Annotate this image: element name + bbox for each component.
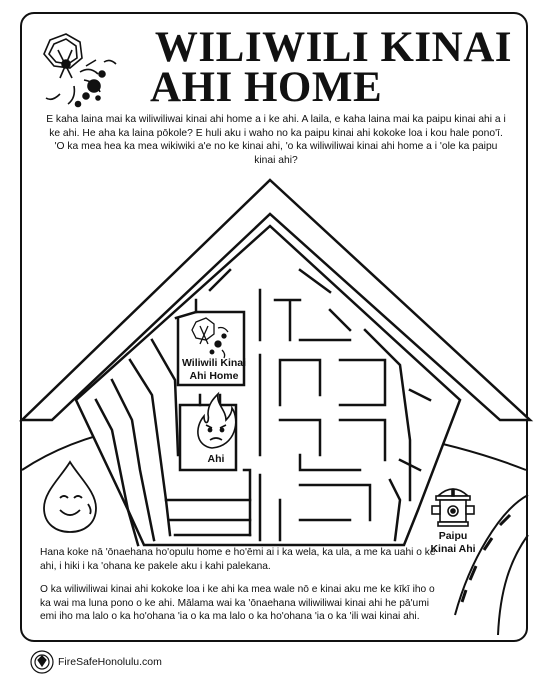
- hydrant-label-line1: Paipu: [438, 530, 468, 542]
- extinguisher-label-line2: Ahi Home: [189, 370, 239, 382]
- water-drop-character-icon: [44, 462, 96, 532]
- page-title: [104, 24, 524, 111]
- extinguisher-label-line1: Wiliwili Kinai: [181, 357, 247, 369]
- hydrant-label-line2: Kinai Ahi: [430, 543, 476, 555]
- website-link[interactable]: FireSafeHonolulu.com: [58, 656, 162, 668]
- footer-paragraph-1: Hana koke nā 'ōnaehana ho'opulu home e ho'ēmi ai i ka wela, ka ula, a me ka uahi o ke ahi, i hiki i ka 'ohana ke pakele aku i kahi palekana.: [40, 547, 436, 572]
- page-title-line1: WILIWILI KINAI: [154, 24, 512, 71]
- extinguisher-label: [176, 357, 252, 383]
- fire-label: Ahi: [207, 453, 225, 465]
- footer-paragraph-2: O ka wiliwiliwai kinai ahi kokoke loa i ke ahi ka mea wale nō e kinai aku me ke kīkī iho o ka wai ma luna pono o ke ahi. Mālama wai ka 'ōnaehana wiliwiliwai kinai ahi he pā'umi emi iho ma lalo o ka ho'ohana 'ia o ka ma lalo o ka ho'ohana 'ia o ka 'ili wai kinai ahi.: [40, 584, 435, 622]
- fire-hydrant-icon: [432, 489, 474, 526]
- page-title-line2: AHI HOME: [150, 64, 383, 111]
- intro-text: E kaha laina mai ka wiliwiliwai kinai ahi home a i ke ahi. A laila, e kaha laina mai ka paipu kinai ahi a i ke ahi. He aha ka laina pōkole? E huli aku i waho no ka paipu kinai ahi kokoke loa i kou hale pono'ī. 'O ka mea hea ka mea wikiwiki a'e no ke kinai ahi, 'o ka wiliwiliwai kinai ahi home a i 'ole ka paipu kinai ahi?: [46, 114, 506, 166]
- fire-department-badge-icon: [31, 651, 53, 673]
